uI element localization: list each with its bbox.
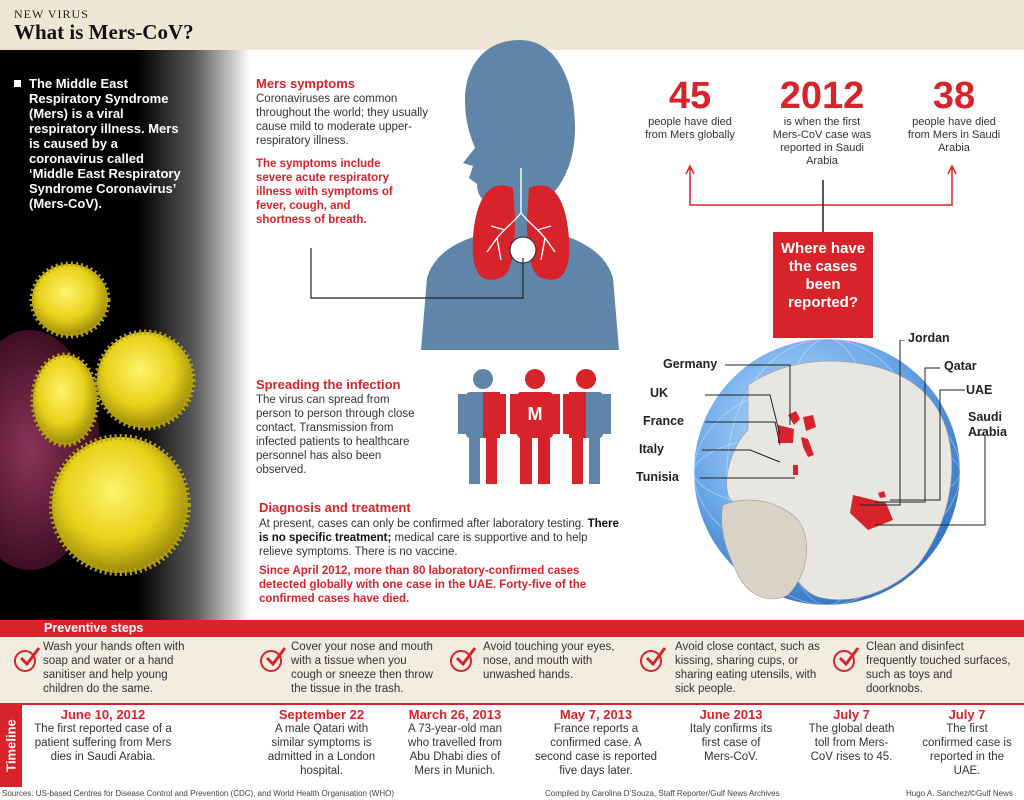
check-icon [833, 650, 855, 672]
timeline-text: A male Qatari with similar symptoms is admitted in a London hospital. [267, 723, 376, 777]
country-label-jordan: Jordan [908, 331, 950, 345]
timeline-event [30, 707, 176, 764]
diagnosis-body-c: medical care is supportive and to help relieve symptoms. There is no vaccine. [259, 532, 588, 558]
preventive-bar [0, 620, 1024, 637]
country-label-germany: Germany [663, 357, 718, 371]
footer-compiled: Compiled by Carolina D’Souza, Staff Reporter/Gulf News Archives [545, 789, 780, 798]
spreading-body: The virus can spread from person to person through close contact. Transmission from infected patients to healthcare personnel has also been observed. [256, 394, 415, 476]
check-icon [14, 650, 36, 672]
country-label-uae: UAE [966, 383, 993, 397]
country-label-qatar: Qatar [944, 359, 977, 373]
symptoms-leader-line [305, 248, 530, 303]
stat-caption-first-case-year: is when the first Mers-CoV case was reported in Saudi Arabia [772, 116, 872, 167]
diagnosis-body-a: At present, cases can only be confirmed after laboratory testing. [259, 518, 585, 530]
timeline-event [686, 707, 776, 764]
diagnosis-heading: Diagnosis and treatment [259, 500, 411, 515]
diagnosis-body-b: There is no specific treatment; [259, 518, 619, 544]
preventive-step-4: Avoid close contact, such as kissing, sharing cups, or sharing eating utensils, with sick people. [675, 641, 820, 695]
symptoms-highlight: The symptoms include severe acute respiratory illness with symptoms of fever, cough, and shortness of breath. [256, 158, 393, 226]
where-reported-box: Where have the cases been reported? [773, 232, 873, 338]
stat-number-first-case-year: 2012 [779, 75, 865, 117]
timeline-date: July 7 [948, 707, 986, 722]
timeline-label: Timeline [3, 719, 19, 772]
intro-bullet [14, 80, 21, 87]
page-title: What is Mers-CoV? [14, 20, 194, 44]
kicker: NEW VIRUS [14, 7, 89, 21]
preventive-step-1: Wash your hands often with soap and water or a hand sanitiser and help young children do the same. [43, 641, 185, 695]
country-label-france: France [643, 414, 684, 428]
timeline-date: June 10, 2012 [60, 707, 146, 722]
check-icon [260, 650, 282, 672]
preventive-step-2: Cover your nose and mouth with a tissue when you cough or sneeze then throw the tissue in the trash. [291, 641, 433, 695]
country-label-uk: UK [650, 386, 669, 400]
symptoms-heading: Mers symptoms [256, 76, 355, 91]
stat-caption-saudi-deaths: people have died from Mers in Saudi Arabia [907, 116, 1001, 154]
diagnosis-highlight: Since April 2012, more than 80 laboratory-confirmed cases detected globally with one case in the UAE. Forty-five of the confirmed cases have died. [259, 565, 587, 605]
preventive-title: Preventive steps [44, 621, 144, 635]
country-label-saudi-arabia: Saudi Arabia [968, 410, 1007, 439]
person-icon-left [458, 369, 506, 484]
stat-number-saudi-deaths: 38 [932, 75, 976, 117]
timeline-text: The first confirmed case is reported in the UAE. [922, 723, 1012, 777]
stats-connector-lines [680, 160, 970, 240]
timeline-date: May 7, 2013 [559, 707, 633, 722]
diagnosis-body [259, 517, 619, 559]
country-label-italy: Italy [639, 442, 665, 456]
timeline-text: France reports a confirmed case. A second case is reported five days later. [534, 723, 658, 777]
timeline-date: July 7 [833, 707, 870, 722]
timeline-event [921, 707, 1013, 778]
stat-number-global-deaths: 45 [668, 75, 712, 117]
check-icon [640, 650, 662, 672]
preventive-step-3: Avoid touching your eyes, nose, and mouth with unwashed hands. [483, 641, 615, 681]
timeline-text: The first reported case of a patient suffering from Mers dies in Saudi Arabia. [34, 723, 172, 763]
timeline-event [532, 707, 660, 778]
check-icon [450, 650, 472, 672]
person-icon-center [510, 369, 560, 484]
footer-sources: Sources: US-based Centres for Disease Control and Prevention (CDC), and World Health Organisation (WHO) [2, 789, 395, 798]
person-icon-right [563, 369, 611, 484]
timeline-top-rule [22, 703, 1024, 705]
timeline-event [400, 707, 510, 778]
timeline-date: September 22 [278, 707, 365, 722]
stat-caption-global-deaths: people have died from Mers globally [645, 116, 735, 141]
country-label-tunisia: Tunisia [636, 470, 679, 484]
people-icon-group [458, 368, 613, 488]
timeline-date: March 26, 2013 [408, 707, 502, 722]
infected-letter: M [527, 404, 543, 424]
timeline-date: June 2013 [699, 707, 763, 722]
preventive-step-5: Clean and disinfect frequently touched surfaces, such as toys and doorknobs. [866, 641, 1011, 695]
timeline-text: A 73-year-old man who travelled from Abu Dhabi dies of Mers in Munich. [408, 723, 502, 777]
symptoms-body: Coronaviruses are common throughout the world; they usually cause mild to moderate upper-respiratory illness. [256, 93, 428, 147]
human-silhouette [405, 38, 635, 350]
footer-credit: Hugo A. Sanchez/©Gulf News [906, 789, 1013, 798]
spreading-heading: Spreading the infection [256, 377, 401, 392]
timeline-event [264, 707, 379, 778]
intro-text: The Middle East Respiratory Syndrome (Mers) is a viral respiratory illness. Mers is caused by a coronavirus called ‘Middle East Respiratory Syndrome Coronavirus’ (Mers-CoV). [29, 76, 181, 211]
timeline-text: The global death toll from Mers-CoV rises to 45. [808, 723, 895, 763]
timeline-event [804, 707, 899, 764]
timeline-text: Italy confirms its first case of Mers-CoV. [689, 723, 773, 763]
